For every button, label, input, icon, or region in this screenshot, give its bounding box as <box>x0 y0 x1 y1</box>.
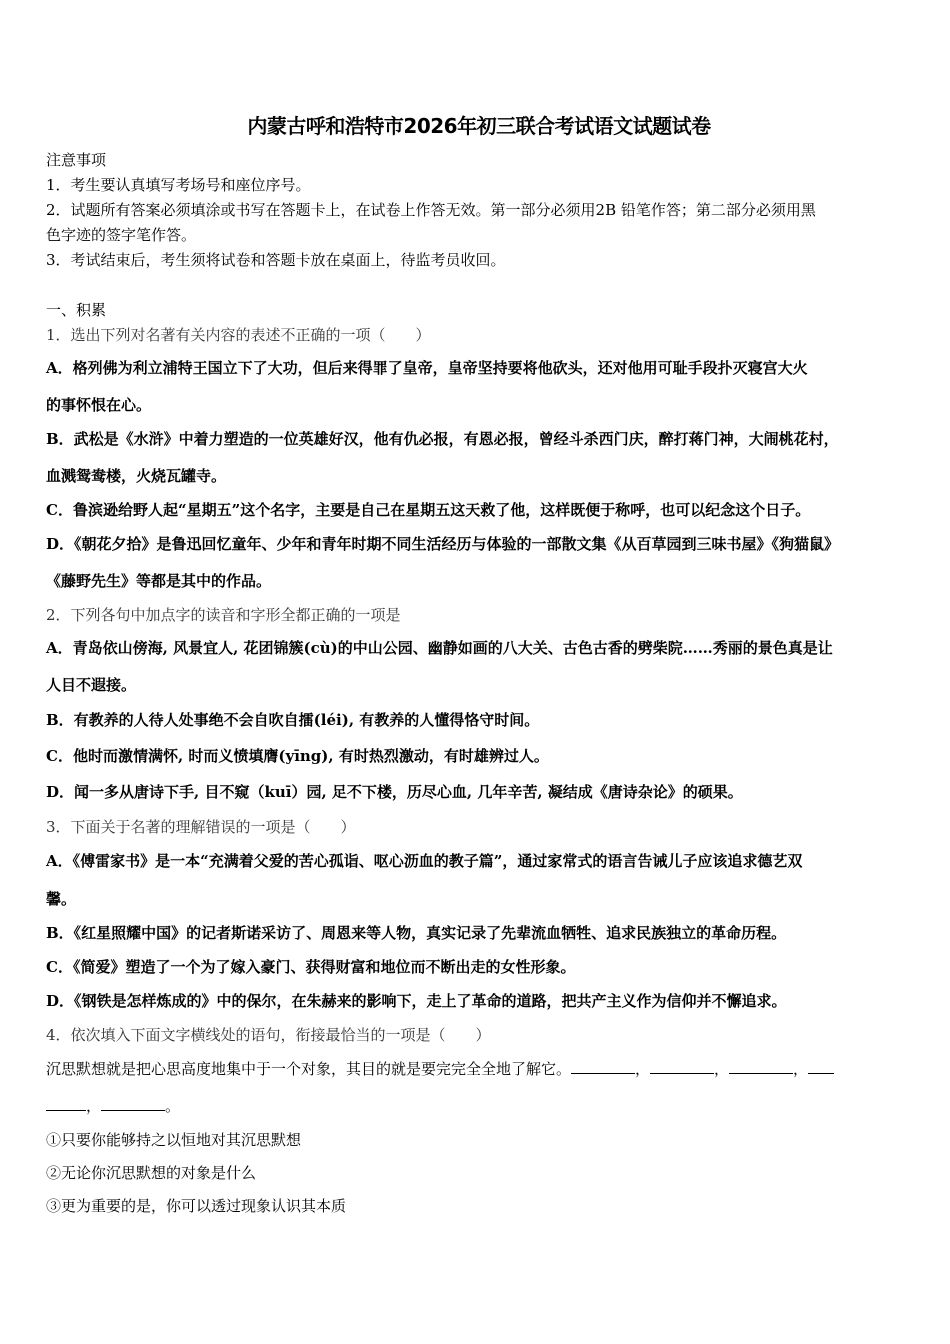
q4-sep-2: ， <box>714 1060 730 1078</box>
q2-option-c-line1: C．他时而激情满怀, 时而义愤填膺(yīng), 有时热烈激动，有时雄辨过人。 <box>46 747 549 765</box>
q3-option-a-line1: A．《傅雷家书》是一本“充满着父爱的苦心孤诣、呕心沥血的教子篇”，通过家常式的语言告诫儿子应该追求德艺双 <box>46 852 803 870</box>
question-2-option-a <box>46 636 912 661</box>
question-1-option-c <box>46 498 912 523</box>
question-1-option-b-cont <box>46 464 912 489</box>
fill-blank-5[interactable] <box>101 1096 165 1111</box>
question-2-stem <box>46 603 912 628</box>
q1-option-d-line2: 《藤野先生》等都是其中的作品。 <box>46 572 272 590</box>
q4-sentence-2-text: ②无论你沉思默想的对象是什么 <box>46 1164 257 1182</box>
question-1-stem <box>46 323 912 348</box>
question-1-option-a-cont <box>46 393 912 418</box>
question-1-option-a <box>46 356 912 381</box>
q1-option-c-line1: C．鲁滨逊给野人起“星期五”这个名字，主要是自己在星期五这天救了他，这样既便于称呼，也可以纪念这个日子。 <box>46 501 811 519</box>
question-3-stem <box>46 815 912 840</box>
notice-item-3: 3．考试结束后，考生须将试卷和答题卡放在桌面上，待监考员收回。 <box>46 251 506 269</box>
question-3-text: 3．下面关于名著的理解错误的一项是（ ） <box>46 818 356 836</box>
q2-option-b-line1: B．有教养的人待人处事绝不会自吹自擂(léi), 有教养的人懂得恪守时间。 <box>46 711 540 729</box>
q4-sep-1: ， <box>635 1060 651 1078</box>
q2-option-d-line1: D．闻一多从唐诗下手, 目不窥（kuī）园, 足不下楼，历尽心血, 几年辛苦, 凝结成《唐诗杂论》的硕果。 <box>46 783 743 801</box>
notice-item-2: 2．试题所有答案必须填涂或书写在答题卡上，在试卷上作答无效。第一部分必须用2B 铅笔作答；第二部分必须用黑 <box>46 201 816 219</box>
q4-sep-3: ， <box>793 1060 809 1078</box>
question-4-sentence-2 <box>46 1161 912 1186</box>
q4-passage-text: 沉思默想就是把心思高度地集中于一个对象，其目的就是要完完全全地了解它。 <box>46 1060 572 1078</box>
q2-option-a-line2: 人目不遐接。 <box>46 676 137 694</box>
question-3-option-b <box>46 921 912 946</box>
section-heading <box>46 298 912 323</box>
q3-option-a-line2: 馨。 <box>46 890 77 908</box>
q4-sentence-3-text: ③更为重要的是，你可以透过现象认识其本质 <box>46 1197 347 1215</box>
question-3-option-d <box>46 989 912 1014</box>
question-2-option-c <box>46 744 912 769</box>
question-4-sentence-3 <box>46 1194 912 1219</box>
q1-option-a-line2: 的事怀恨在心。 <box>46 396 152 414</box>
section-1-heading: 一、积累 <box>46 301 107 319</box>
notice-section <box>46 148 912 273</box>
question-2-text: 2．下列各句中加点字的读音和字形全都正确的一项是 <box>46 606 401 624</box>
question-1-text: 1．选出下列对名著有关内容的表述不正确的一项（ ） <box>46 326 431 344</box>
question-1-option-d <box>46 532 912 557</box>
question-4-passage <box>46 1057 912 1082</box>
question-3-option-c <box>46 955 912 980</box>
question-4-passage-cont <box>46 1094 912 1119</box>
fill-blank-2[interactable] <box>650 1059 714 1074</box>
notice-item-1: 1．考生要认真填写考场号和座位序号。 <box>46 176 311 194</box>
question-1-option-d-cont <box>46 569 912 594</box>
q1-option-d-line1: D．《朝花夕拾》是鲁迅回忆童年、少年和青年时期不同生活经历与体验的一部散文集《从百草园到三味书屋》《狗猫鼠》 <box>46 535 840 553</box>
q1-option-a-line1: A．格列佛为利立浦特王国立下了大功，但后来得罪了皇帝，皇帝坚持要将他砍头，还对他用可耻手段扑灭寝宫大火 <box>46 359 808 377</box>
fill-blank-1[interactable] <box>571 1059 635 1074</box>
exam-title: 内蒙古呼和浩特市2026年初三联合考试语文试题试卷 <box>247 114 711 138</box>
notice-item-2-cont: 色字迹的签字笔作答。 <box>46 226 197 244</box>
q3-option-c-line1: C．《简爱》塑造了一个为了嫁入豪门、获得财富和地位而不断出走的女性形象。 <box>46 958 576 976</box>
question-3-option-a <box>46 849 912 874</box>
q3-option-b-line1: B．《红星照耀中国》的记者斯诺采访了、周恩来等人物，真实记录了先辈流血牺牲、追求民族独立的革命历程。 <box>46 924 787 942</box>
notice-heading: 注意事项 <box>46 151 107 169</box>
q3-option-d-line1: D．《钢铁是怎样炼成的》中的保尔，在朱赫来的影响下，走上了革命的道路，把共产主义作为信仰并不懈追求。 <box>46 992 787 1010</box>
q2-option-a-line1: A．青岛依山傍海, 风景宜人, 花团锦簇(cù)的中山公园、幽静如画的八大关、古色古香的劈柴院……秀丽的景色真是让 <box>46 639 833 657</box>
question-2-option-d <box>46 780 912 805</box>
question-4-sentence-1 <box>46 1128 912 1153</box>
question-2-option-b <box>46 708 912 733</box>
question-4-stem <box>46 1023 912 1048</box>
question-4-text: 4．依次填入下面文字横线处的语句，衔接最恰当的一项是（ ） <box>46 1026 491 1044</box>
q1-option-b-line2: 血溅鸳鸯楼，火烧瓦罐寺。 <box>46 467 227 485</box>
q4-sep-4: ， <box>86 1097 102 1115</box>
q4-end: 。 <box>165 1097 181 1115</box>
question-1-option-b <box>46 427 912 452</box>
fill-blank-4-start[interactable] <box>808 1059 834 1074</box>
q1-option-b-line1: B．武松是《水浒》中着力塑造的一位英雄好汉，他有仇必报，有恩必报，曾经斗杀西门庆，醉打蒋门神，大闹桃花村， <box>46 430 839 448</box>
fill-blank-3[interactable] <box>729 1059 793 1074</box>
fill-blank-4-end[interactable] <box>46 1096 86 1111</box>
question-3-option-a-cont <box>46 887 912 912</box>
q4-sentence-1-text: ①只要你能够持之以恒地对其沉思默想 <box>46 1131 302 1149</box>
question-2-option-a-cont <box>46 673 912 698</box>
